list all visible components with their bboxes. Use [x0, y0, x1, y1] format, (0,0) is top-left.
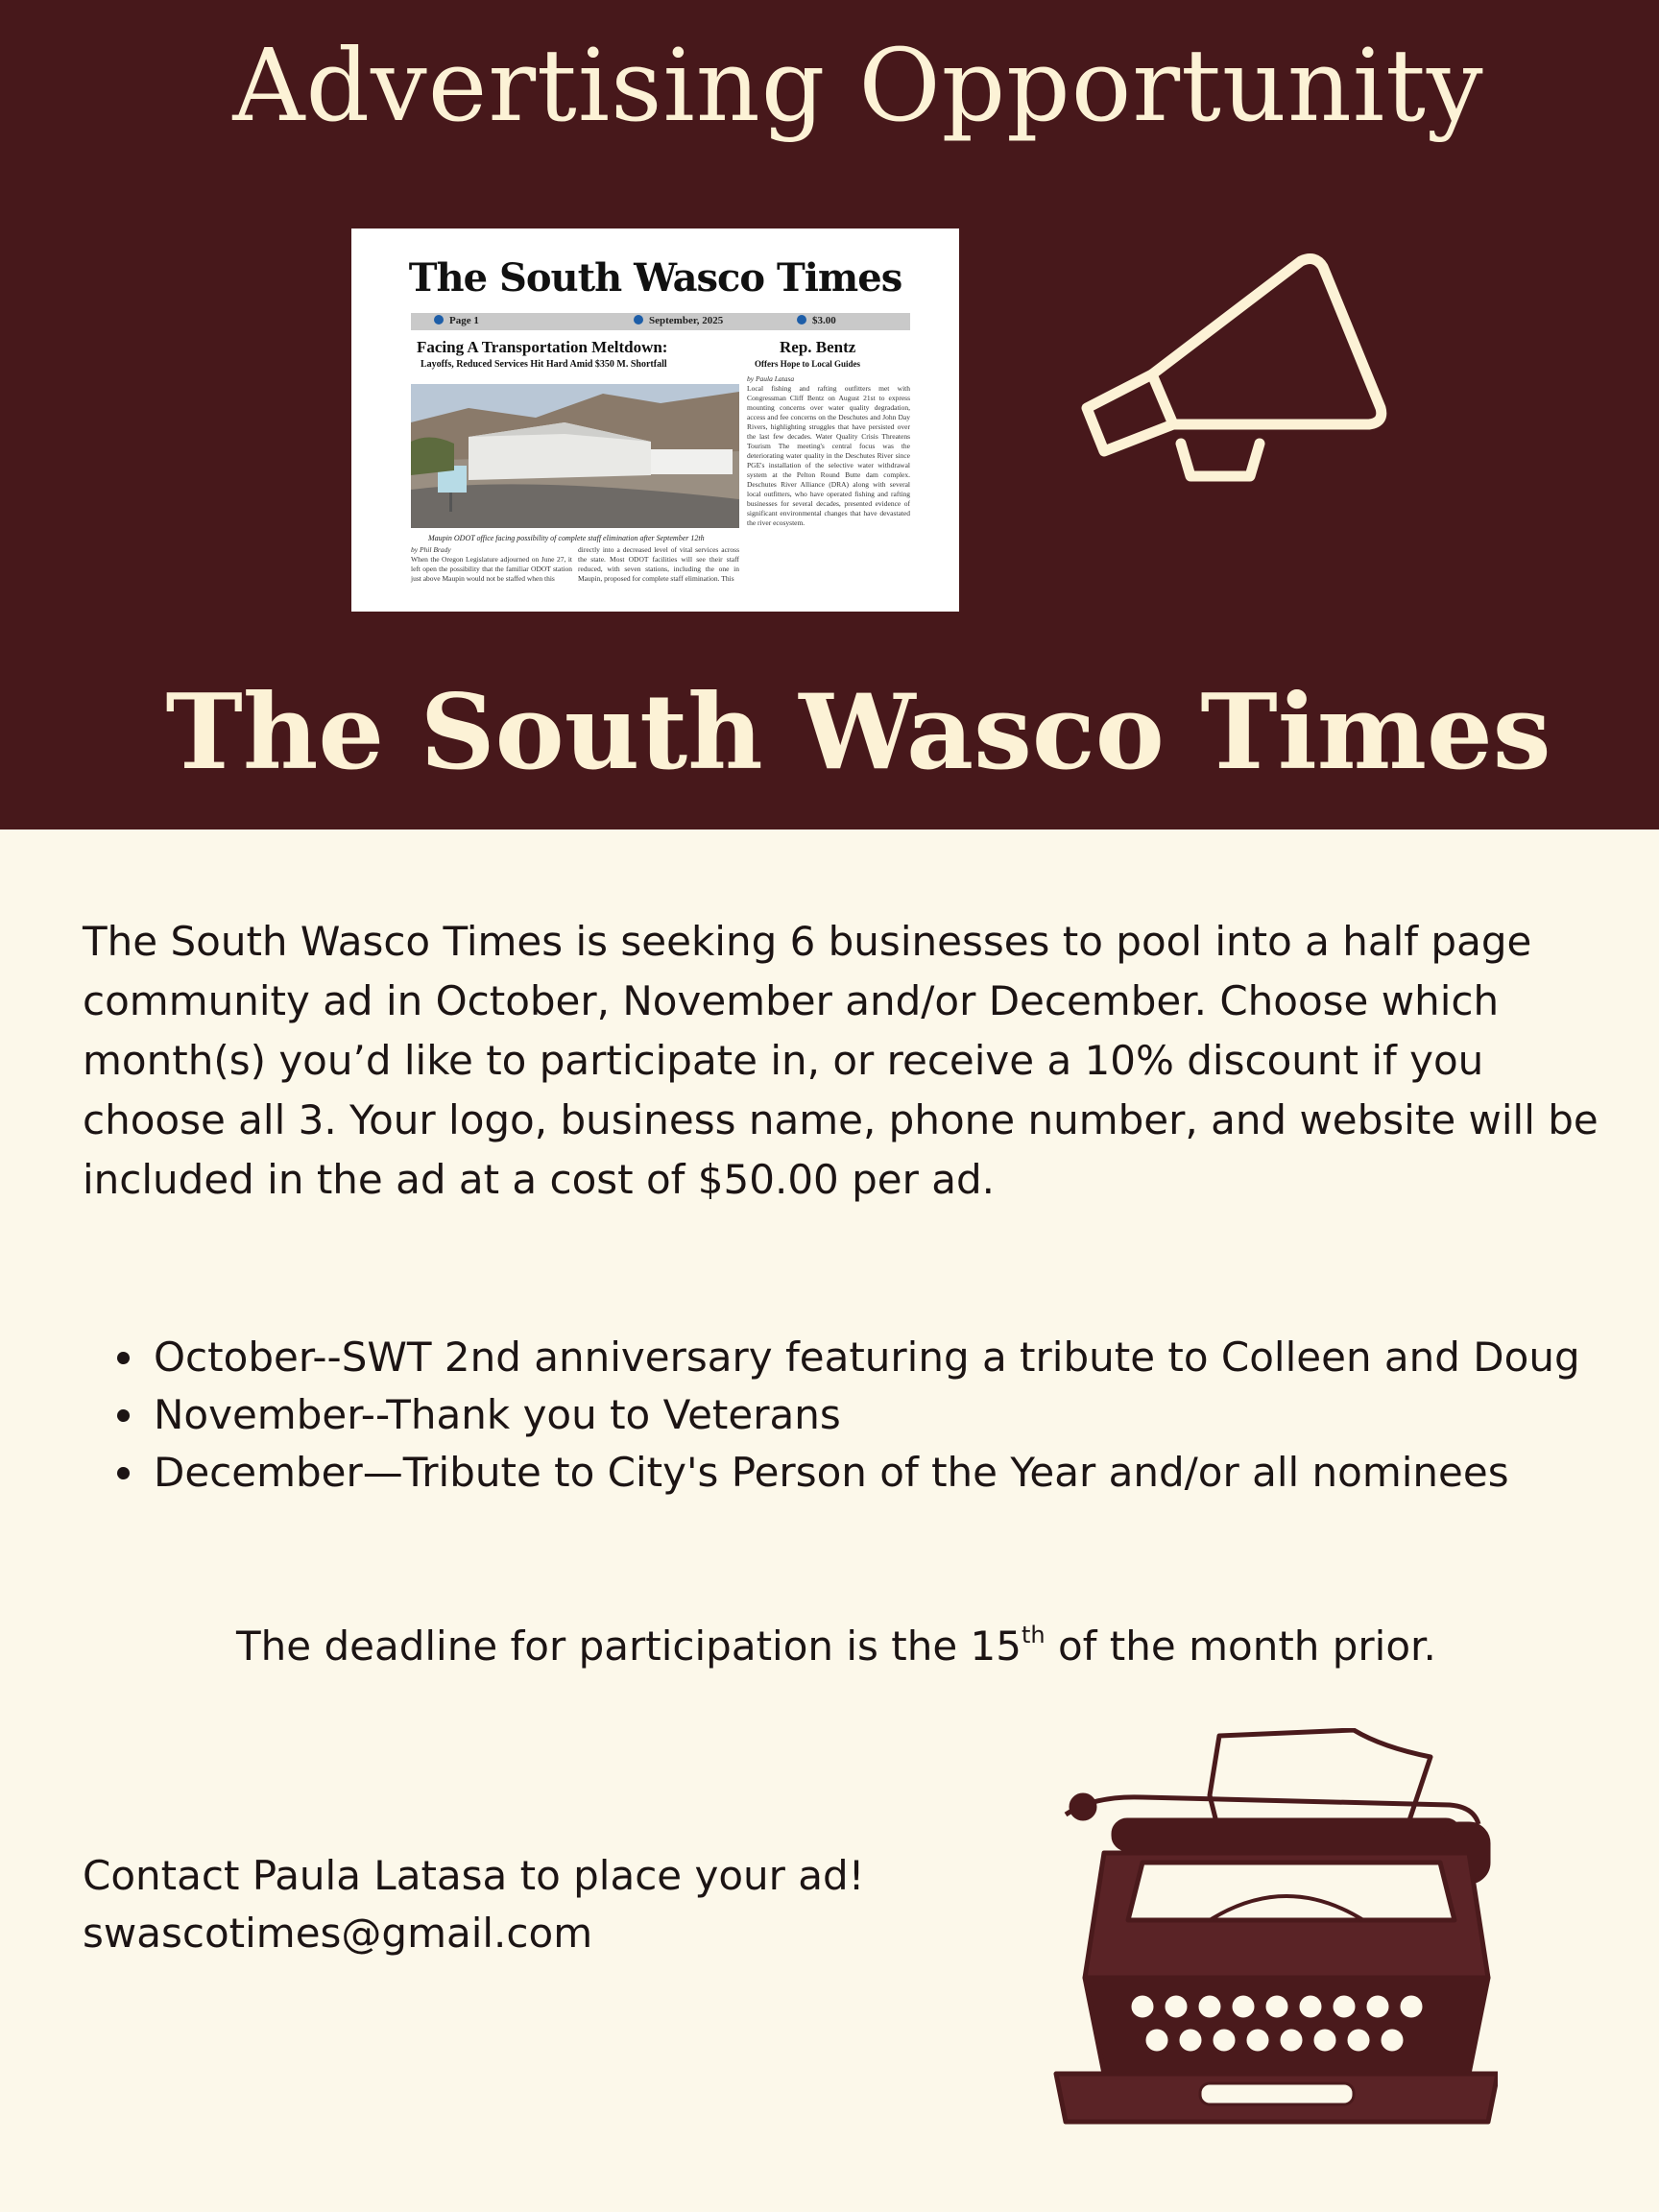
- newspaper-preview: [351, 228, 959, 612]
- newspaper-masthead: The South Wasco Times: [408, 255, 902, 301]
- list-item-december: December—Tribute to City's Person of the Year and/or all nominees: [100, 1444, 1580, 1502]
- intro-paragraph: [83, 912, 1609, 1210]
- deadline-text: [236, 1617, 1436, 1676]
- photo-caption: Maupin ODOT office facing possibility of complete staff elimination after September 12th: [428, 534, 705, 542]
- issue-date: September, 2025: [649, 315, 724, 326]
- deadline-pre: The deadline for participation is the 15: [236, 1623, 1022, 1670]
- article-column-3: Local fishing and rafting outfitters met with Congressman Cliff Bentz on August 21st to express mounting concerns over water quality degradation, access and fee concerns on the Deschutes and John Day Rivers, highlighting struggles that have persisted over the last few decades. Water Quality Crisis Threatens Tourism The meeting's central focus was the deteriorating water quality in the Deschutes River since PGE's installation of the selective water withdrawal system at the Pelton Round Butte dam complex. Deschutes River Alliance (DRA) along with several local outfitters, who have operated fishing and rafting businesses for several decades, presented evidence of significant environmental changes that have devastated the river ecosystem.: [747, 384, 910, 527]
- header-banner: [0, 0, 1659, 830]
- side-subhead: Offers Hope to Local Guides: [755, 359, 860, 369]
- lead-subhead: Layoffs, Reduced Services Hit Hard Amid $350 M. Shortfall: [421, 359, 667, 370]
- megaphone-icon: [1075, 240, 1402, 490]
- deadline-post: of the month prior.: [1045, 1623, 1436, 1670]
- article-column-1: When the Oregon Legislature adjourned on June 27, it left open the possibility that the familiar ODOT station just above Maupin would not be staffed when this: [411, 555, 572, 583]
- byline-left: by Phil Brady: [411, 545, 451, 554]
- side-headline: Rep. Bentz: [780, 338, 856, 356]
- newspaper-info-strip: [411, 313, 910, 330]
- month-list: [100, 1329, 1580, 1502]
- list-item-november: November--Thank you to Veterans: [100, 1386, 1580, 1444]
- list-item-october: October--SWT 2nd anniversary featuring a tribute to Colleen and Doug: [100, 1329, 1580, 1386]
- newspaper-name: The South Wasco Times: [165, 672, 1551, 793]
- intro-text: The South Wasco Times is seeking 6 businesses to pool into a half page community ad in October, November and/or December. Choose which month(s) you’d like to participate in, or receive a 10% discount if you choose all 3. Your logo, business name, phone number, and website will be included in the ad at a cost of $50.00 per ad.: [83, 918, 1599, 1203]
- contact-line: Contact Paula Latasa to place your ad!: [83, 1852, 865, 1899]
- article-column-2: directly into a decreased level of vital services across the state. Most ODOT facilities will see their staff reduced, with seven stations, including the one in Maupin, proposed for complete staff elimination. This: [578, 545, 739, 583]
- deadline-sup: th: [1022, 1622, 1046, 1648]
- contact-block: [83, 1847, 865, 1962]
- page-title: Advertising Opportunity: [232, 27, 1484, 144]
- byline-right: by Paula Latasa: [747, 374, 795, 383]
- news-photo: [411, 384, 739, 528]
- issue-price: $3.00: [812, 315, 836, 326]
- contact-email[interactable]: swascotimes@gmail.com: [83, 1910, 593, 1957]
- typewriter-illustration: [1037, 1728, 1498, 2141]
- page-number: Page 1: [449, 315, 479, 326]
- lead-headline: Facing A Transportation Meltdown:: [417, 338, 668, 356]
